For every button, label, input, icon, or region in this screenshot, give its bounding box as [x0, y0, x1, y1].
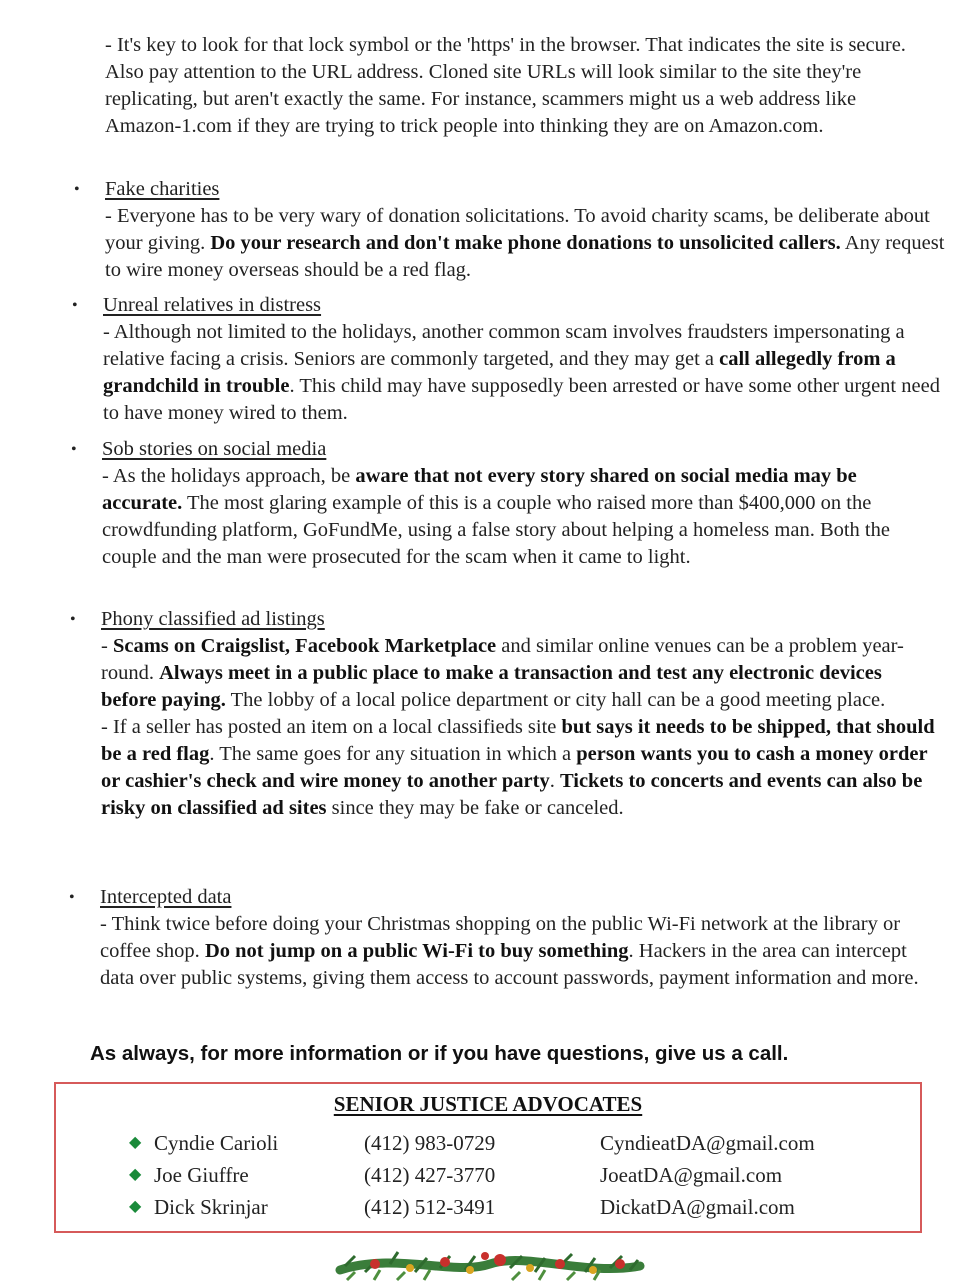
diamond-bullet-icon: ◆ — [129, 1166, 142, 1183]
emphasized-text: Tickets to concerts and events can also be risky on classified ad sites — [101, 770, 923, 819]
body-text: The lobby of a local police department or city hall can be a good meeting place. — [225, 689, 886, 711]
tip-body — [105, 203, 945, 284]
tip-body — [101, 633, 941, 714]
body-text: - Everyone has to be very wary of donation solicitations. To avoid charity scams, be deliberate about your giving. — [105, 205, 930, 254]
tip-heading: Unreal relatives in distress — [103, 294, 322, 316]
body-text: - — [101, 635, 113, 657]
tip-body — [103, 319, 943, 427]
diamond-bullet-icon: ◆ — [129, 1134, 142, 1151]
tip-sob-stories — [71, 436, 942, 571]
body-text: since they may be fake or canceled. — [326, 797, 624, 819]
tip-heading: Intercepted data — [100, 886, 232, 908]
body-text: and similar online venues can be a problem year-round. — [101, 635, 904, 684]
body-text: The most glaring example of this is a couple who raised more than $400,000 on the crowdfunding platform, GoFundMe, using a false story about helping a homeless man. Both the couple and the man were prosecuted for the scam when it came to light. — [102, 492, 890, 568]
bullet-marker: • — [74, 181, 80, 198]
tip-body-2 — [101, 714, 941, 822]
body-text: . This child may have supposedly been arrested or have some other urgent need to have money wired to them. — [103, 375, 940, 424]
body-text: . — [549, 770, 560, 792]
contact-box — [54, 1082, 922, 1233]
tip-fake-charities — [74, 176, 945, 284]
tip-heading: Fake charities — [105, 178, 220, 200]
closing-call-to-action: As always, for more information or if you have questions, give us a call. — [90, 1042, 789, 1065]
contact-name: Joe Giuffre — [154, 1163, 249, 1187]
contact-email: DickatDA@gmail.com — [600, 1195, 795, 1219]
bullet-marker: • — [72, 297, 78, 314]
tip-intercepted-data — [69, 884, 940, 992]
intro-paragraph: - It's key to look for that lock symbol or the 'https' in the browser. That indicates the site is secure. Also pay attention to the URL address. Cloned site URLs will look similar to the site they're replicating, but aren't exactly the same. For instance, scammers might us a web address like Amazon-1.com if they are trying to trick people into thinking they are on Amazon.com. — [105, 34, 906, 137]
emphasized-text: aware that not every story shared on social media may be accurate. — [102, 465, 857, 514]
contact-name: Cyndie Carioli — [154, 1131, 279, 1155]
emphasized-text: Do not jump on a public Wi-Fi to buy something — [204, 940, 629, 962]
body-text: - Think twice before doing your Christmas shopping on the public Wi-Fi network at the library or coffee shop. — [100, 913, 901, 962]
emphasized-text: Always meet in a public place to make a transaction and test any electronic devices before paying. — [101, 662, 882, 711]
contact-name: Dick Skrinjar — [154, 1195, 268, 1219]
emphasized-text: but says it needs to be shipped, that should be a red flag — [101, 716, 935, 765]
body-text: - Although not limited to the holidays, another common scam involves fraudsters impersonating a relative facing a crisis. Seniors are commonly targeted, and they may get a — [103, 321, 905, 370]
bullet-marker: • — [69, 889, 75, 906]
tip-unreal-relatives — [72, 292, 943, 427]
emphasized-text: call allegedly from a grandchild in trouble — [103, 348, 896, 397]
tip-body — [102, 463, 942, 571]
tip-heading: Sob stories on social media — [102, 438, 327, 460]
diamond-bullet-icon: ◆ — [129, 1198, 142, 1215]
body-text: . The same goes for any situation in which a — [209, 743, 577, 765]
emphasized-text: Do your research and don't make phone donations to unsolicited callers. — [210, 232, 841, 254]
bullet-marker: • — [71, 441, 77, 458]
body-text: Any request to wire money overseas should be a red flag. — [105, 232, 945, 281]
contact-phone: (412) 427-3770 — [364, 1163, 496, 1187]
bullet-marker: • — [70, 611, 76, 628]
tip-phony-classified — [70, 606, 941, 822]
holiday-garland-icon — [335, 1242, 645, 1282]
tip-heading: Phony classified ad listings — [101, 608, 325, 630]
contact-phone: (412) 512-3491 — [364, 1195, 496, 1219]
contact-email: JoeatDA@gmail.com — [600, 1163, 783, 1187]
body-text: . Hackers in the area can intercept data over public systems, giving them access to account passwords, payment information and more. — [100, 940, 919, 989]
contact-phone: (412) 983-0729 — [364, 1131, 496, 1155]
tip-body — [100, 911, 940, 992]
emphasized-text: person wants you to cash a money order or cashier's check and wire money to another party — [101, 743, 928, 792]
body-text: - As the holidays approach, be — [102, 465, 356, 487]
contact-email: CyndieatDA@gmail.com — [600, 1131, 815, 1155]
contact-box-title: SENIOR JUSTICE ADVOCATES — [333, 1092, 643, 1116]
garland-greenery — [340, 1252, 640, 1280]
body-text: - If a seller has posted an item on a local classifieds site — [101, 716, 562, 738]
emphasized-text: Scams on Craigslist, Facebook Marketplace — [112, 635, 497, 657]
